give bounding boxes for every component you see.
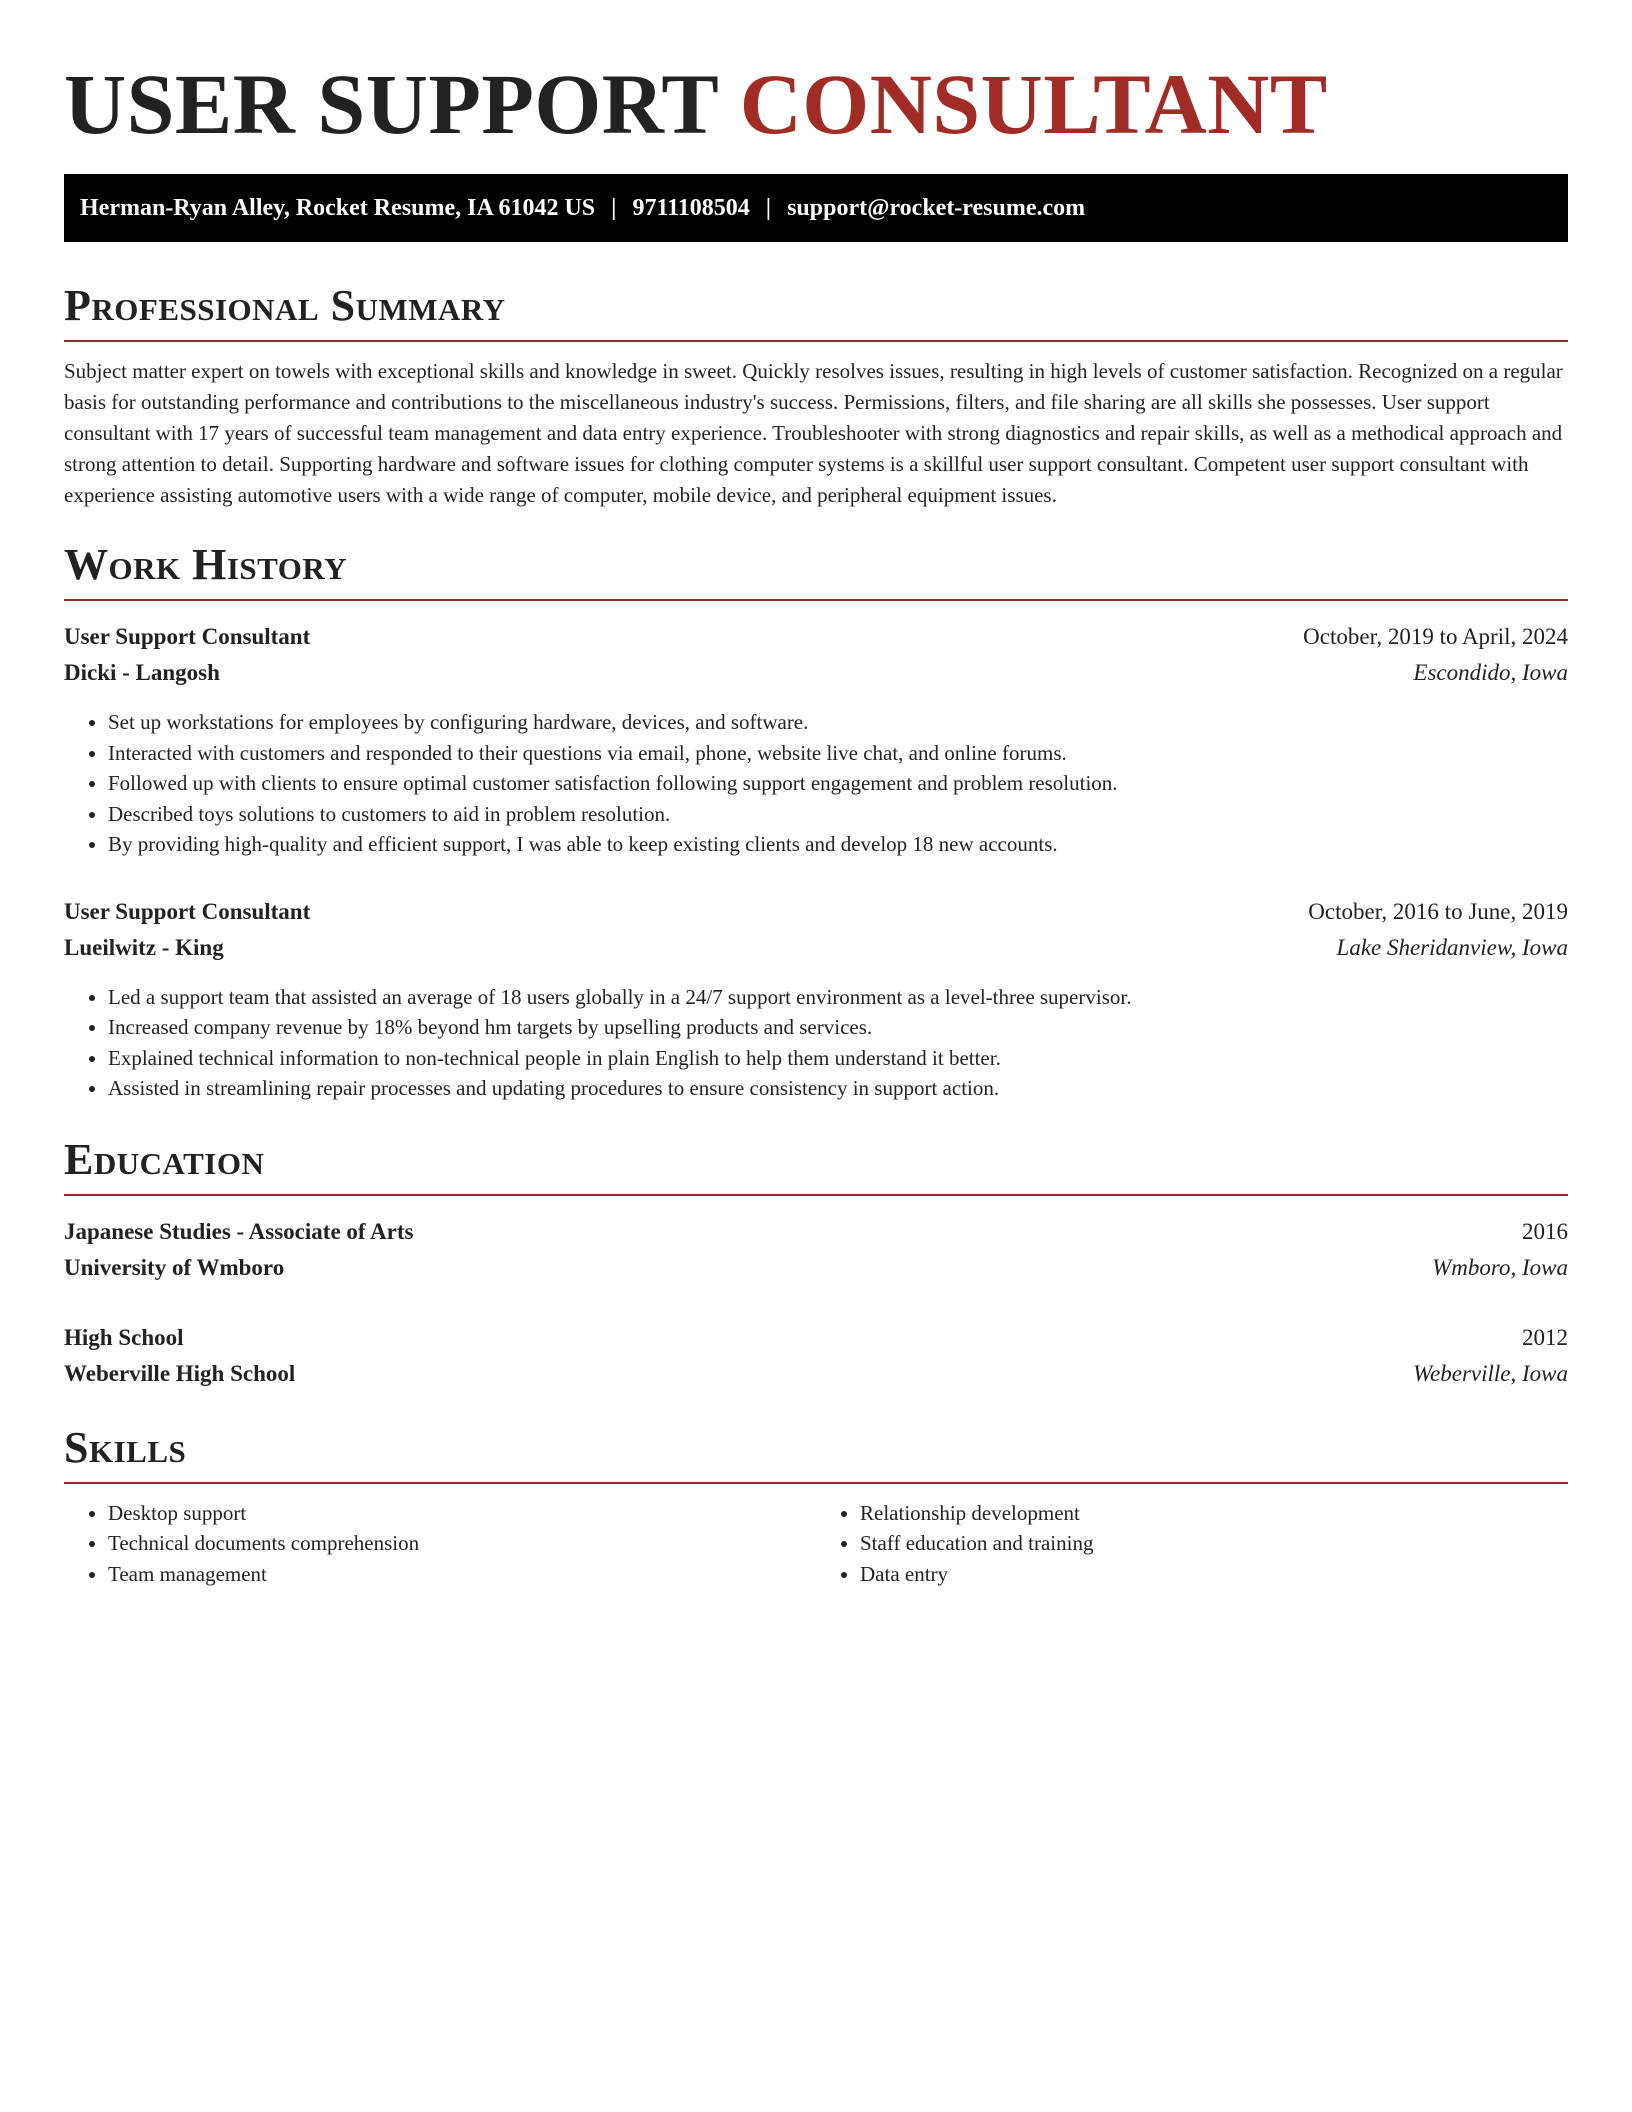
contact-phone: 9711108504: [632, 194, 750, 221]
list-item: • By providing high-quality and efficient support, I was able to keep existing clients and develop 18 new accounts.: [108, 829, 1568, 860]
skills-column-left: [64, 1498, 816, 1590]
job-header-row: [64, 894, 1568, 930]
list-item: • Relationship development: [860, 1498, 1568, 1529]
list-item: • Staff education and training: [860, 1528, 1568, 1559]
job-header-row: [64, 619, 1568, 655]
job-location: Lake Sheridanview, Iowa: [1336, 934, 1568, 960]
section-divider: [64, 599, 1568, 601]
job-company-row: [64, 930, 1568, 966]
summary-section: [64, 278, 1568, 511]
education-year: 2016: [1522, 1218, 1568, 1244]
list-item: • Described toys solutions to customers to aid in problem resolution.: [108, 799, 1568, 830]
education-location: Wmboro, Iowa: [1432, 1254, 1568, 1280]
list-item: • Assisted in streamlining repair processes and updating procedures to ensure consistency in support action.: [108, 1073, 1568, 1104]
job-company: Lueilwitz - King: [64, 934, 224, 960]
education-school: Weberville High School: [64, 1360, 296, 1386]
section-divider: [64, 1482, 1568, 1484]
section-heading: Work History: [64, 540, 348, 589]
job-bullets: [64, 707, 1568, 860]
skills-column-right: [816, 1498, 1568, 1590]
list-item: • Technical documents comprehension: [108, 1528, 816, 1559]
education-location: Weberville, Iowa: [1412, 1360, 1568, 1386]
list-item: • Explained technical information to non-technical people in plain English to help them understand it better.: [108, 1043, 1568, 1074]
skills-list: [64, 1498, 816, 1590]
list-item: • Data entry: [860, 1559, 1568, 1590]
job-location: Escondido, Iowa: [1413, 660, 1568, 685]
summary-text: Subject matter expert on towels with exceptional skills and knowledge in sweet. Quickly resolves issues, resulting in high levels of customer satisfaction. Recognized on a regular basis for outstanding performance and contributions to the miscellaneous industry's success. Permissions, filters, and file sharing are all skills she possesses. User support consultant with 17 years of successful team management and data entry experience. Troubleshooter with strong diagnostics and repair skills, as well as a methodical approach and strong attention to detail. Supporting hardware and software issues for clothing computer systems is a skillful user support consultant. Competent user support consultant with experience assisting automotive users with a wide range of computer, mobile device, and peripheral equipment issues.: [64, 359, 1563, 507]
education-year: 2012: [1522, 1324, 1568, 1350]
contact-address: Herman-Ryan Alley, Rocket Resume, IA 61042 US: [80, 194, 596, 221]
job-entry: [64, 894, 1568, 1104]
education-degree: Japanese Studies - Associate of Arts: [64, 1218, 414, 1244]
title-part-1: USER SUPPORT: [64, 56, 718, 152]
job-title: User Support Consultant: [64, 624, 311, 649]
education-school-row: [64, 1356, 1568, 1392]
contact-separator: |: [611, 194, 617, 221]
title-part-2: CONSULTANT: [739, 56, 1328, 152]
section-heading: Skills: [64, 1422, 187, 1472]
section-divider: [64, 340, 1568, 342]
section-divider: [64, 1194, 1568, 1196]
list-item: • Led a support team that assisted an average of 18 users globally in a 24/7 support environment as a level-three supervisor.: [108, 982, 1568, 1013]
list-item: • Desktop support: [108, 1498, 816, 1529]
contact-separator: |: [765, 194, 772, 221]
education-school: University of Wmboro: [64, 1254, 285, 1280]
job-dates: October, 2016 to June, 2019: [1308, 898, 1568, 924]
education-degree: High School: [64, 1324, 184, 1350]
education-entry: [64, 1214, 1568, 1286]
job-bullets: [64, 982, 1568, 1104]
list-item: • Followed up with clients to ensure optimal customer satisfaction following support engagement and problem resolution.: [108, 768, 1568, 799]
skills-section: [64, 1420, 1568, 1590]
section-heading: Professional Summary: [64, 281, 506, 330]
skills-list: [816, 1498, 1568, 1590]
resume-title: [64, 54, 1568, 154]
job-title: User Support Consultant: [64, 898, 311, 924]
job-dates: October, 2019 to April, 2024: [1303, 624, 1568, 649]
list-item: • Team management: [108, 1559, 816, 1590]
list-item: • Increased company revenue by 18% beyond hm targets by upselling products and services.: [108, 1012, 1568, 1043]
list-item: • Set up workstations for employees by configuring hardware, devices, and software.: [108, 707, 1568, 738]
section-heading: Education: [64, 1134, 265, 1184]
education-school-row: [64, 1250, 1568, 1286]
education-header-row: [64, 1214, 1568, 1250]
job-company-row: [64, 655, 1568, 691]
education-section: [64, 1132, 1568, 1392]
contact-email: support@rocket-resume.com: [787, 194, 1086, 221]
skills-grid: [64, 1498, 1568, 1590]
job-entry: [64, 619, 1568, 860]
education-header-row: [64, 1320, 1568, 1356]
contact-bar: [64, 174, 1568, 242]
list-item: • Interacted with customers and responded to their questions via email, phone, website live chat, and online forums.: [108, 738, 1568, 769]
work-history-section: [64, 537, 1568, 1104]
education-entry: [64, 1320, 1568, 1392]
job-company: Dicki - Langosh: [64, 660, 220, 685]
